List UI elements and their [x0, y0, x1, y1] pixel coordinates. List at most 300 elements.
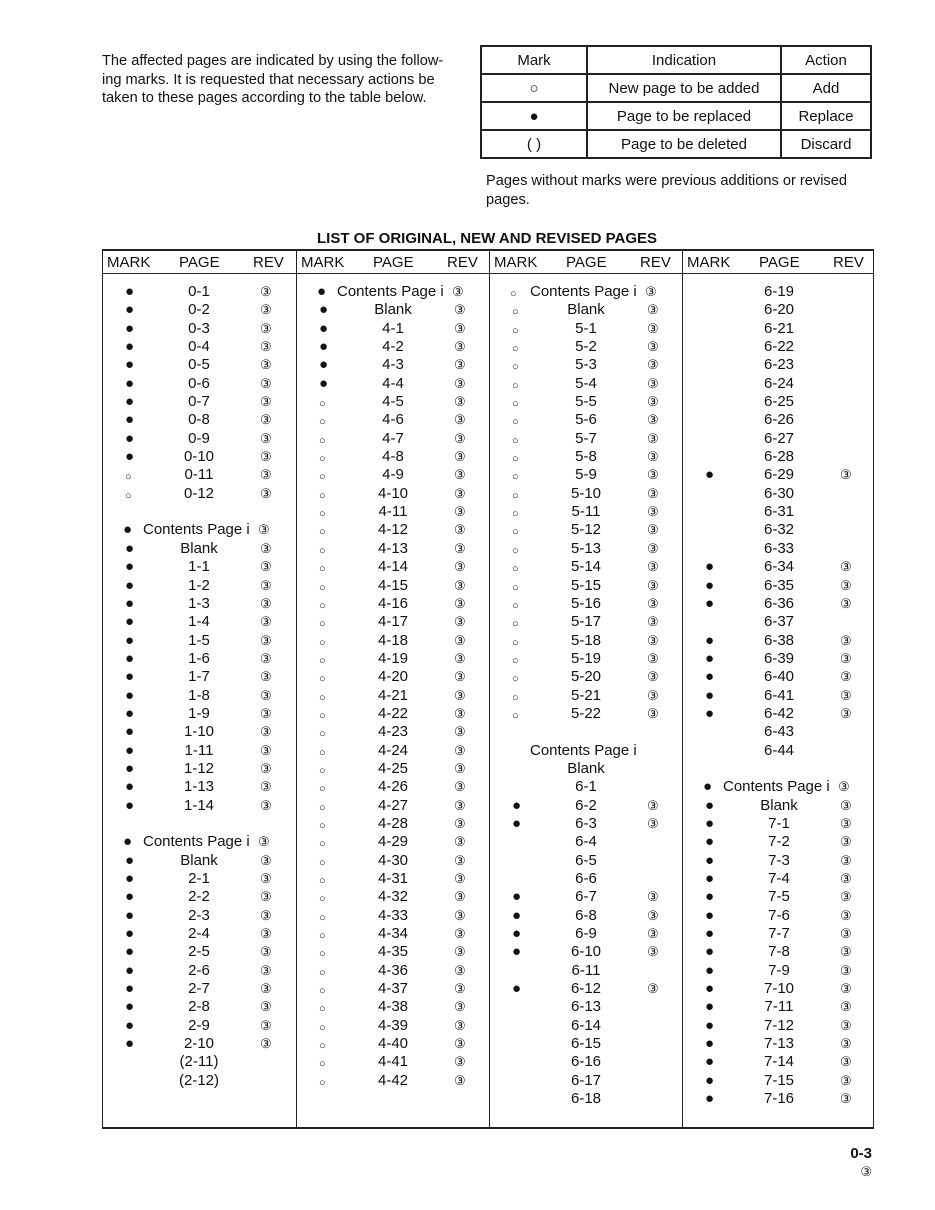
row-page: 6-6 — [575, 870, 597, 887]
row-mark: ● — [125, 704, 135, 722]
row-page: Blank — [180, 539, 218, 557]
row-page: 4-18 — [377, 631, 409, 649]
pages-column — [103, 251, 296, 1127]
note-text: Pages without marks were previous additions or revised pages. — [486, 173, 847, 208]
row-rev: ③ — [840, 871, 852, 886]
table-row — [490, 650, 683, 668]
row-page: 2-9 — [188, 1016, 210, 1034]
row-page: 4-4 — [382, 374, 404, 392]
row-mark: ● — [125, 870, 135, 887]
row-page: 6-17 — [570, 1071, 602, 1089]
row-page: 6-40 — [763, 668, 795, 686]
row-mark: ○ — [512, 453, 519, 466]
row-page: 2-4 — [188, 925, 210, 943]
row-mark: ○ — [319, 544, 326, 557]
row-mark: ○ — [319, 673, 326, 686]
table-row — [683, 962, 873, 980]
row-mark: ● — [705, 558, 715, 576]
row-page: 6-31 — [763, 503, 795, 521]
header-page: PAGE — [179, 254, 220, 271]
row-page: 7-5 — [768, 888, 790, 906]
row-mark: ○ — [319, 471, 326, 484]
row-rev: ③ — [647, 394, 659, 410]
row-rev: ③ — [454, 339, 466, 355]
row-page: 6-13 — [570, 998, 602, 1016]
row-page: 7-16 — [763, 1090, 795, 1108]
page-revision: ③ — [860, 1164, 872, 1179]
row-page: 6-27 — [763, 429, 795, 447]
table-row — [490, 466, 683, 484]
row-mark: ● — [125, 796, 135, 814]
row-page: 4-39 — [377, 1016, 409, 1034]
row-rev: ③ — [260, 705, 272, 721]
table-row — [490, 778, 683, 796]
row-mark: ● — [125, 851, 135, 869]
row-page: 4-16 — [377, 594, 409, 612]
row-rev: ③ — [260, 907, 272, 923]
table-row — [103, 888, 296, 906]
legend-mark-paren: ( ) — [481, 130, 587, 158]
table-row — [297, 815, 490, 833]
row-page: 6-19 — [763, 283, 795, 300]
row-rev: ③ — [452, 284, 464, 299]
legend-row-add — [481, 74, 871, 102]
table-row — [490, 742, 683, 760]
row-mark: ● — [705, 1090, 715, 1108]
row-mark: ● — [705, 943, 715, 961]
row-rev: ③ — [840, 815, 852, 831]
row-mark: ● — [125, 649, 135, 667]
header-rev: REV — [833, 254, 864, 271]
row-page: 1-1 — [188, 558, 210, 576]
row-rev: ③ — [258, 834, 270, 850]
row-rev: ③ — [260, 742, 272, 758]
table-row — [103, 1035, 296, 1053]
row-rev: ③ — [454, 650, 466, 666]
row-rev: ③ — [260, 724, 272, 740]
table-row — [297, 411, 490, 429]
row-rev: ③ — [454, 320, 466, 336]
row-mark: ○ — [319, 838, 326, 851]
row-page: 4-1 — [382, 319, 404, 337]
row-page: 5-11 — [571, 503, 601, 521]
row-page: 0-9 — [188, 429, 210, 447]
header-page: PAGE — [373, 254, 414, 271]
row-page: 4-11 — [378, 503, 408, 521]
table-row — [490, 705, 683, 723]
table-row — [103, 650, 296, 668]
table-row — [490, 1017, 683, 1035]
row-rev: ③ — [260, 302, 272, 318]
row-rev: ③ — [454, 779, 466, 795]
row-rev: ③ — [840, 981, 852, 997]
row-rev: ③ — [647, 357, 659, 373]
table-row — [490, 998, 683, 1016]
row-rev: ③ — [260, 559, 272, 575]
row-page: 4-15 — [377, 576, 409, 594]
row-rev: ③ — [454, 375, 466, 391]
table-row — [297, 962, 490, 980]
row-rev: ③ — [647, 467, 659, 483]
legend-row-discard — [481, 130, 871, 158]
row-rev: ③ — [840, 834, 852, 850]
row-page: 5-15 — [570, 576, 602, 594]
row-page: 7-14 — [763, 1053, 795, 1071]
row-rev: ③ — [260, 320, 272, 336]
row-rev: ③ — [838, 779, 850, 795]
row-mark: ○ — [319, 783, 326, 796]
row-page: 2-8 — [188, 998, 210, 1016]
row-rev: ③ — [260, 467, 272, 483]
table-row — [683, 980, 873, 998]
row-rev: ③ — [260, 339, 272, 355]
row-rev: ③ — [454, 834, 466, 850]
row-rev: ③ — [454, 742, 466, 758]
row-page: 4-17 — [377, 613, 409, 631]
row-page: 6-14 — [570, 1016, 602, 1034]
table-row — [297, 430, 490, 448]
table-row — [490, 907, 683, 925]
table-row — [683, 705, 873, 723]
table-row — [490, 1072, 683, 1090]
row-mark: ● — [123, 521, 133, 539]
table-row — [103, 430, 296, 448]
table-row — [297, 466, 490, 484]
table-row — [297, 595, 490, 613]
row-rev: ③ — [454, 449, 466, 465]
legend-row-replace — [481, 102, 871, 130]
table-row — [490, 723, 683, 741]
row-rev: ③ — [647, 302, 659, 318]
table-row — [103, 613, 296, 631]
table-row — [297, 1017, 490, 1035]
row-mark: ● — [125, 411, 135, 429]
row-mark: ● — [705, 1053, 715, 1071]
table-row — [297, 888, 490, 906]
table-row — [103, 833, 296, 851]
row-page: 0-10 — [183, 448, 215, 466]
table-row — [683, 283, 873, 301]
row-rev: ③ — [647, 669, 659, 685]
row-mark: ● — [705, 906, 715, 924]
row-page: 0-7 — [188, 393, 210, 411]
legend-header-row — [481, 46, 871, 74]
table-row — [297, 1053, 490, 1071]
row-page: 4-14 — [377, 558, 409, 576]
table-row — [297, 558, 490, 576]
table-row — [103, 558, 296, 576]
row-rev: ③ — [260, 284, 272, 299]
row-page: 5-2 — [575, 338, 597, 356]
table-row — [683, 301, 873, 319]
table-row — [103, 998, 296, 1016]
row-page: 6-4 — [575, 833, 597, 851]
table-row — [297, 613, 490, 631]
table-row — [683, 393, 873, 411]
row-page: 1-5 — [188, 631, 210, 649]
header-mark: MARK — [494, 254, 538, 271]
row-rev: ③ — [260, 981, 272, 997]
table-row — [490, 852, 683, 870]
table-row — [490, 760, 683, 778]
row-mark: ● — [319, 319, 329, 337]
row-mark: ○ — [512, 471, 519, 484]
row-page: 6-16 — [570, 1053, 602, 1071]
row-page: 4-34 — [377, 925, 409, 943]
table-row — [490, 411, 683, 429]
table-row — [490, 943, 683, 961]
page-number: 0-3 — [850, 1145, 872, 1162]
row-rev: ③ — [454, 760, 466, 776]
legend-indication: Page to be deleted — [587, 130, 781, 158]
table-row — [103, 980, 296, 998]
row-rev: ③ — [647, 981, 659, 997]
row-page: 4-29 — [377, 833, 409, 851]
row-mark: ○ — [510, 288, 517, 300]
table-row — [490, 521, 683, 539]
row-page: 5-14 — [570, 558, 602, 576]
row-mark: ○ — [512, 691, 519, 704]
row-page: 5-6 — [575, 411, 597, 429]
row-page: Contents Page i — [143, 521, 250, 539]
table-row — [490, 320, 683, 338]
header-page: PAGE — [566, 254, 607, 271]
row-rev: ③ — [840, 559, 852, 575]
table-row — [297, 778, 490, 796]
row-mark: ● — [703, 778, 713, 796]
row-rev: ③ — [260, 926, 272, 942]
table-row — [683, 1090, 873, 1108]
table-row — [297, 320, 490, 338]
row-rev: ③ — [840, 1072, 852, 1088]
row-rev: ③ — [454, 852, 466, 868]
row-mark: ● — [319, 301, 329, 319]
table-row — [683, 723, 873, 741]
row-rev: ③ — [647, 485, 659, 501]
row-page: 7-7 — [768, 925, 790, 943]
row-mark: ● — [125, 283, 135, 300]
table-row — [683, 411, 873, 429]
row-rev: ③ — [260, 485, 272, 501]
row-rev: ③ — [454, 705, 466, 721]
row-mark: ● — [705, 668, 715, 686]
row-page: 6-7 — [575, 888, 597, 906]
row-page: 0-11 — [184, 466, 214, 484]
row-page: 1-8 — [188, 686, 210, 704]
row-page: 7-11 — [764, 998, 794, 1016]
table-row — [683, 448, 873, 466]
table-row — [683, 577, 873, 595]
row-page: 0-1 — [188, 283, 210, 300]
row-mark: ○ — [319, 819, 326, 832]
row-mark: ○ — [319, 856, 326, 869]
row-rev: ③ — [454, 614, 466, 630]
row-mark: ○ — [512, 434, 519, 447]
legend-action: Add — [781, 74, 871, 102]
row-page: 4-23 — [377, 723, 409, 741]
row-page: 0-12 — [183, 484, 215, 502]
row-mark: ○ — [512, 508, 519, 521]
row-rev: ③ — [647, 577, 659, 593]
table-row — [490, 375, 683, 393]
row-page: 6-30 — [763, 484, 795, 502]
table-row — [683, 356, 873, 374]
row-page: 6-33 — [763, 539, 795, 557]
row-rev: ③ — [454, 504, 466, 520]
row-page: 6-38 — [763, 631, 795, 649]
row-rev: ③ — [647, 650, 659, 666]
table-row — [103, 283, 296, 301]
table-row — [490, 833, 683, 851]
row-rev: ③ — [454, 724, 466, 740]
row-page: 4-21 — [377, 686, 409, 704]
table-row — [490, 687, 683, 705]
row-mark: ● — [705, 980, 715, 998]
row-rev: ③ — [454, 1017, 466, 1033]
table-row — [297, 577, 490, 595]
table-row — [103, 962, 296, 980]
row-mark: ○ — [319, 893, 326, 906]
table-row — [683, 833, 873, 851]
table-row — [683, 687, 873, 705]
row-rev: ③ — [647, 412, 659, 428]
row-page: 4-31 — [377, 870, 409, 887]
row-page: 1-14 — [183, 796, 215, 814]
row-mark: ○ — [319, 930, 326, 943]
row-rev: ③ — [260, 375, 272, 391]
row-rev: ③ — [647, 449, 659, 465]
row-mark: ● — [125, 741, 135, 759]
row-rev: ③ — [454, 944, 466, 960]
row-mark: ○ — [512, 709, 519, 722]
row-page: 0-8 — [188, 411, 210, 429]
list-title: LIST OF ORIGINAL, NEW AND REVISED PAGES — [316, 230, 658, 247]
row-mark: ● — [125, 961, 135, 979]
row-page: 6-3 — [575, 814, 597, 832]
table-row — [683, 503, 873, 521]
row-rev: ③ — [454, 412, 466, 428]
row-page: 7-4 — [768, 870, 790, 887]
row-page: 6-41 — [763, 686, 795, 704]
table-row — [103, 595, 296, 613]
row-mark: ● — [125, 906, 135, 924]
row-page: 2-7 — [188, 980, 210, 998]
table-row — [490, 815, 683, 833]
row-mark: ● — [125, 998, 135, 1016]
row-rev: ③ — [647, 926, 659, 942]
row-mark: ● — [705, 1016, 715, 1034]
row-page: 6-25 — [763, 393, 795, 411]
table-row — [103, 925, 296, 943]
row-mark: ○ — [319, 875, 326, 887]
table-row — [297, 723, 490, 741]
legend-indication: New page to be added — [587, 74, 781, 102]
row-mark: ● — [319, 356, 329, 374]
pages-column — [682, 251, 873, 1127]
row-mark: ○ — [512, 526, 519, 539]
row-rev: ③ — [260, 944, 272, 960]
row-page: 6-1 — [575, 778, 597, 796]
row-rev: ③ — [840, 687, 852, 703]
row-mark: ● — [125, 319, 135, 337]
pages-list-table — [102, 249, 874, 1129]
table-row — [683, 430, 873, 448]
row-mark: ○ — [319, 563, 326, 576]
table-row — [297, 448, 490, 466]
table-row — [490, 888, 683, 906]
row-mark: ○ — [512, 636, 519, 649]
table-row — [297, 301, 490, 319]
table-row — [297, 1035, 490, 1053]
row-rev: ③ — [454, 687, 466, 703]
legend-mark-filled: ● — [481, 102, 587, 130]
table-row — [103, 760, 296, 778]
row-rev: ③ — [454, 797, 466, 813]
row-rev: ③ — [454, 907, 466, 923]
row-rev: ③ — [260, 962, 272, 978]
row-page: 6-36 — [763, 594, 795, 612]
row-page: 6-2 — [575, 796, 597, 814]
row-page: 2-3 — [188, 906, 210, 924]
row-page: 5-12 — [570, 521, 602, 539]
row-rev: ③ — [647, 705, 659, 721]
table-row — [103, 1072, 296, 1090]
row-rev: ③ — [840, 1054, 852, 1070]
row-mark: ● — [125, 888, 135, 906]
row-mark: ● — [705, 998, 715, 1016]
row-page: 5-3 — [575, 356, 597, 374]
row-rev: ③ — [647, 815, 659, 831]
row-rev: ③ — [454, 540, 466, 556]
row-rev: ③ — [647, 320, 659, 336]
row-page: 4-28 — [377, 814, 409, 832]
row-mark: ○ — [319, 489, 326, 502]
table-row — [683, 466, 873, 484]
row-rev: ③ — [260, 577, 272, 593]
row-mark: ○ — [512, 654, 519, 667]
row-page: 7-3 — [768, 851, 790, 869]
table-row — [297, 998, 490, 1016]
row-rev: ③ — [454, 962, 466, 978]
table-row — [683, 1072, 873, 1090]
row-mark: ● — [125, 301, 135, 319]
row-page: 4-24 — [377, 741, 409, 759]
row-page: 5-10 — [570, 484, 602, 502]
table-row — [103, 485, 296, 503]
row-rev: ③ — [647, 632, 659, 648]
row-mark: ○ — [319, 654, 326, 667]
header-mark: MARK — [107, 254, 151, 271]
table-row — [103, 356, 296, 374]
row-mark: ○ — [512, 489, 519, 502]
row-rev: ③ — [647, 944, 659, 960]
row-page: 6-12 — [570, 980, 602, 998]
row-mark: ● — [125, 686, 135, 704]
table-row — [103, 632, 296, 650]
table-row — [490, 558, 683, 576]
table-row — [490, 613, 683, 631]
table-row — [103, 466, 296, 484]
row-rev: ③ — [647, 504, 659, 520]
row-page: 1-3 — [188, 594, 210, 612]
row-page: 6-9 — [575, 925, 597, 943]
row-rev: ③ — [454, 981, 466, 997]
table-row — [297, 375, 490, 393]
row-mark: ● — [512, 796, 522, 814]
row-page: 4-35 — [377, 943, 409, 961]
row-rev: ③ — [454, 1054, 466, 1070]
row-page: 7-10 — [763, 980, 795, 998]
